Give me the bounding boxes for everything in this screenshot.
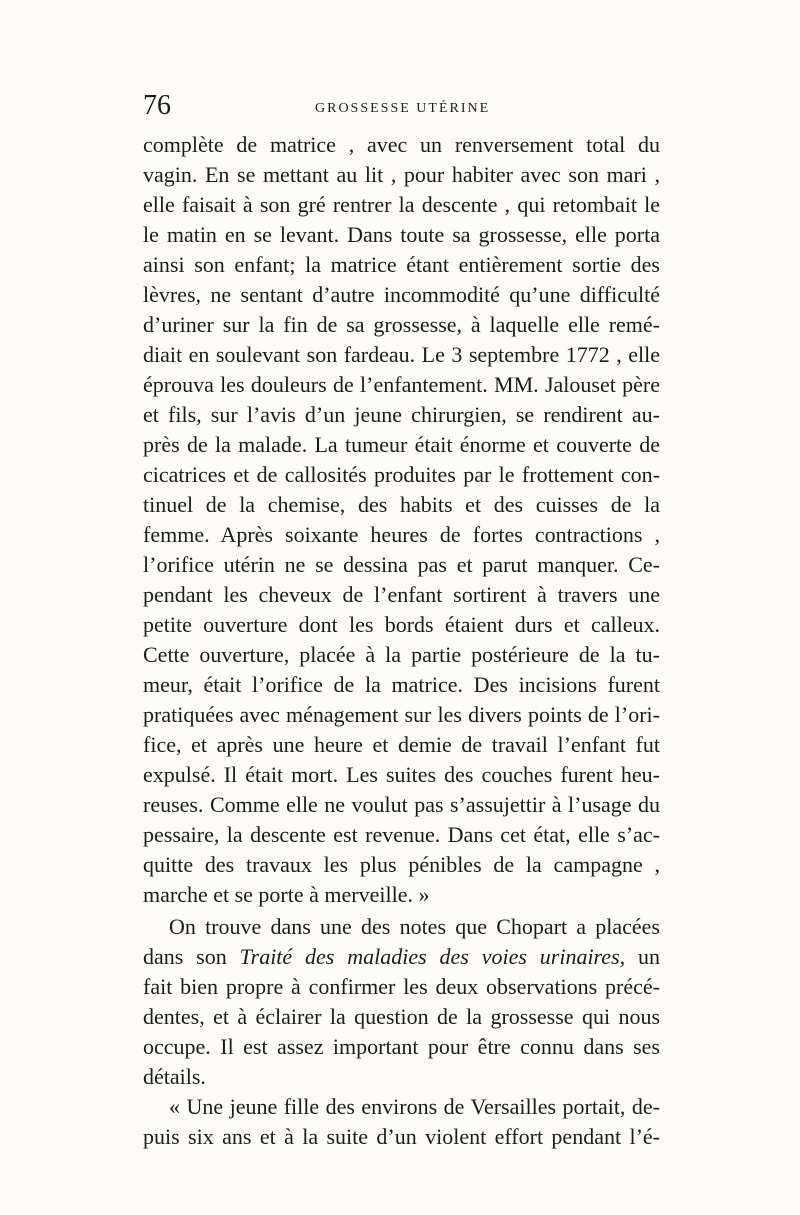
text-line: meur, était l’orifice de la matrice. Des incisions furent [143, 672, 660, 697]
text-line: pendant les cheveux de l’enfant sortirent à travers une [143, 582, 660, 607]
page-number: 76 [143, 90, 171, 121]
text-line: elle faisait à son gré rentrer la descente , qui retombait le [143, 192, 660, 217]
text-line: complète de matrice , avec un renversement total du [143, 132, 660, 157]
body-text [143, 130, 660, 1152]
text-line: petite ouverture dont les bords étaient durs et calleux. [143, 612, 660, 637]
text-line: tinuel de la chemise, des habits et des cuisses de la [143, 492, 660, 517]
text-line: femme. Après soixante heures de fortes contractions , [143, 522, 660, 547]
text-fragment: un [625, 944, 660, 969]
text-line: l’orifice utérin ne se dessina pas et parut manquer. Ce- [143, 552, 660, 577]
text-line: près de la malade. La tumeur était énorme et couverte de [143, 432, 660, 457]
text-line: détails. [143, 1064, 206, 1089]
text-line: lèvres, ne sentant d’autre incommodité qu’une difficulté [143, 282, 660, 307]
text-line: diait en soulevant son fardeau. Le 3 septembre 1772 , elle [143, 342, 660, 367]
text-line-with-title [143, 942, 660, 972]
running-title: GROSSESSE UTÉRINE [315, 101, 491, 116]
text-line: « Une jeune fille des environs de Versailles portait, de- [169, 1094, 660, 1119]
book-title: Traité des maladies des voies urinaires, [239, 944, 626, 969]
text-line: Cette ouverture, placée à la partie postérieure de la tu- [143, 642, 660, 667]
text-line: pessaire, la descente est revenue. Dans cet état, elle s’ac- [143, 822, 660, 847]
text-line: occupe. Il est assez important pour être connu dans ses [143, 1034, 660, 1059]
text-line: cicatrices et de callosités produites par le frottement con- [143, 462, 660, 487]
text-line: quitte des travaux les plus pénibles de la campagne , [143, 852, 660, 877]
text-line: d’uriner sur la fin de sa grossesse, à laquelle elle remé- [143, 312, 660, 337]
running-head [140, 90, 660, 126]
text-line: vagin. En se mettant au lit , pour habiter avec son mari , [143, 162, 660, 187]
text-line: puis six ans et à la suite d’un violent effort pendant l’é- [143, 1124, 660, 1149]
text-line: éprouva les douleurs de l’enfantement. MM. Jalouset père [143, 372, 660, 397]
text-line: ainsi son enfant; la matrice étant entièrement sortie des [143, 252, 660, 277]
text-line: fice, et après une heure et demie de travail l’enfant fut [143, 732, 660, 757]
text-line: marche et se porte à merveille. » [143, 882, 430, 907]
text-line: On trouve dans une des notes que Chopart a placées [169, 914, 660, 939]
text-line: pratiquées avec ménagement sur les divers points de l’ori- [143, 702, 660, 727]
text-fragment: dans son [143, 944, 240, 969]
text-line: reuses. Comme elle ne voulut pas s’assujettir à l’usage du [143, 792, 660, 817]
text-line: dentes, et à éclairer la question de la grossesse qui nous [143, 1004, 660, 1029]
text-line: le matin en se levant. Dans toute sa grossesse, elle porta [143, 222, 660, 247]
text-line: expulsé. Il était mort. Les suites des couches furent heu- [143, 762, 660, 787]
text-line: fait bien propre à confirmer les deux observations précé- [143, 974, 660, 999]
text-line: et fils, sur l’avis d’un jeune chirurgien, se rendirent au- [143, 402, 660, 427]
